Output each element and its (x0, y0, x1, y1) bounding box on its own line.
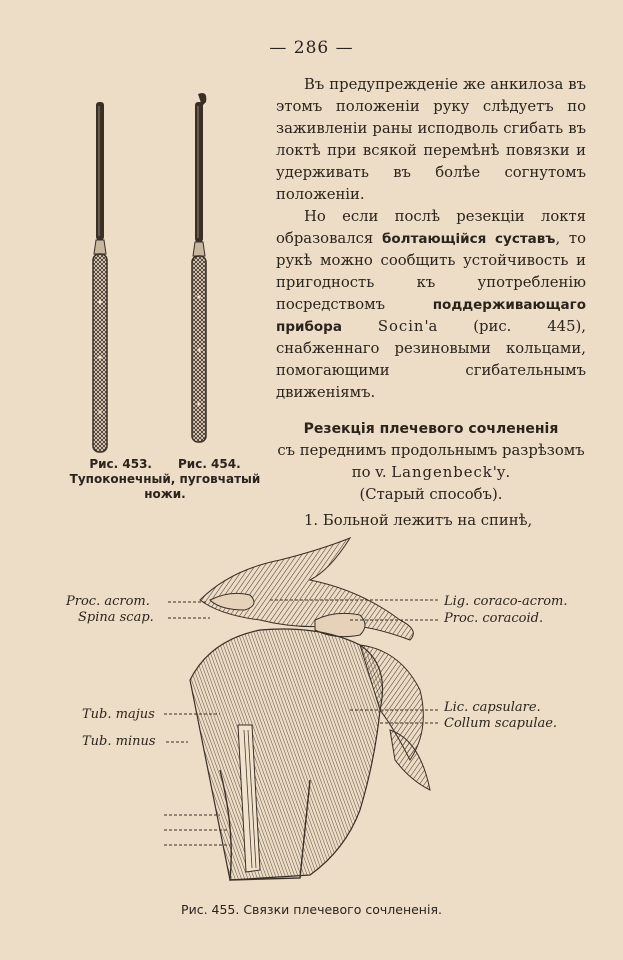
p2-bold-2: поддерживающаго прибора (276, 297, 586, 335)
label-tub-minus: Tub. minus (82, 734, 156, 749)
knives-caption (60, 457, 270, 502)
paragraph-2 (276, 206, 586, 404)
paragraph-3: 1. Больной лежитъ на спинѣ, (304, 512, 533, 529)
subtitle-author: Langenbeck (391, 464, 493, 481)
subtitle-text-1: съ переднимъ продольнымъ разрѣзомъ по v. (277, 442, 585, 481)
knives-illustration (70, 92, 270, 462)
label-collum-scapulae: Collum scapulae. (444, 716, 558, 731)
knives-caption-text: Тупоконечный, пуговчатый ножи. (69, 472, 261, 501)
section-subtitle (276, 440, 586, 484)
p2-author: Socin (377, 318, 425, 335)
label-lic-capsulare: Lic. capsulare. (444, 700, 541, 715)
p2-text-1: Но если послѣ резекціи локтя образовался (276, 208, 586, 247)
subtitle-text-2: 'у. (492, 464, 511, 481)
shoulder-caption: Рис. 455. Связки плечевого сочлененія. (181, 902, 442, 917)
label-proc-coracoid: Proc. coracoid. (444, 611, 544, 626)
p2-text-3: 'а (рис. 445), снабженнаго резиновыми кольцами, помогающими сгибательнымъ движеніямъ. (276, 318, 586, 401)
paragraph-1: Въ предупрежденіе же анкилоза въ этомъ положеніи руку слѣдуетъ по заживленіи раны исподволь сгибать въ локтѣ при всякой перемѣнѣ повязки и удерживать въ болѣе согнутомъ положеніи. (276, 76, 586, 203)
label-tub-majus: Tub. majus (82, 707, 155, 722)
text-column (276, 74, 586, 532)
p2-bold-1: болтающійся суставъ (381, 231, 556, 247)
blunt-knife (93, 102, 107, 452)
label-spina-scap: Spina scap. (78, 610, 154, 625)
button-knife (192, 93, 206, 442)
page-number: — 286 — (269, 38, 354, 58)
method-label: (Старый способъ). (359, 486, 503, 503)
fig-453-number: Рис. 453. (89, 457, 152, 471)
label-lig-coraco-acrom: Lig. coraco-acrom. (444, 594, 568, 609)
fig-454-number: Рис. 454. (178, 457, 241, 471)
section-title: Резекція плечевого сочлененія (303, 421, 559, 437)
label-proc-acrom: Proc. acrom. (66, 594, 150, 609)
p2-text-2: , то рукѣ можно сообщить устойчивость и пригодность къ употребленію посредствомъ (276, 230, 586, 313)
